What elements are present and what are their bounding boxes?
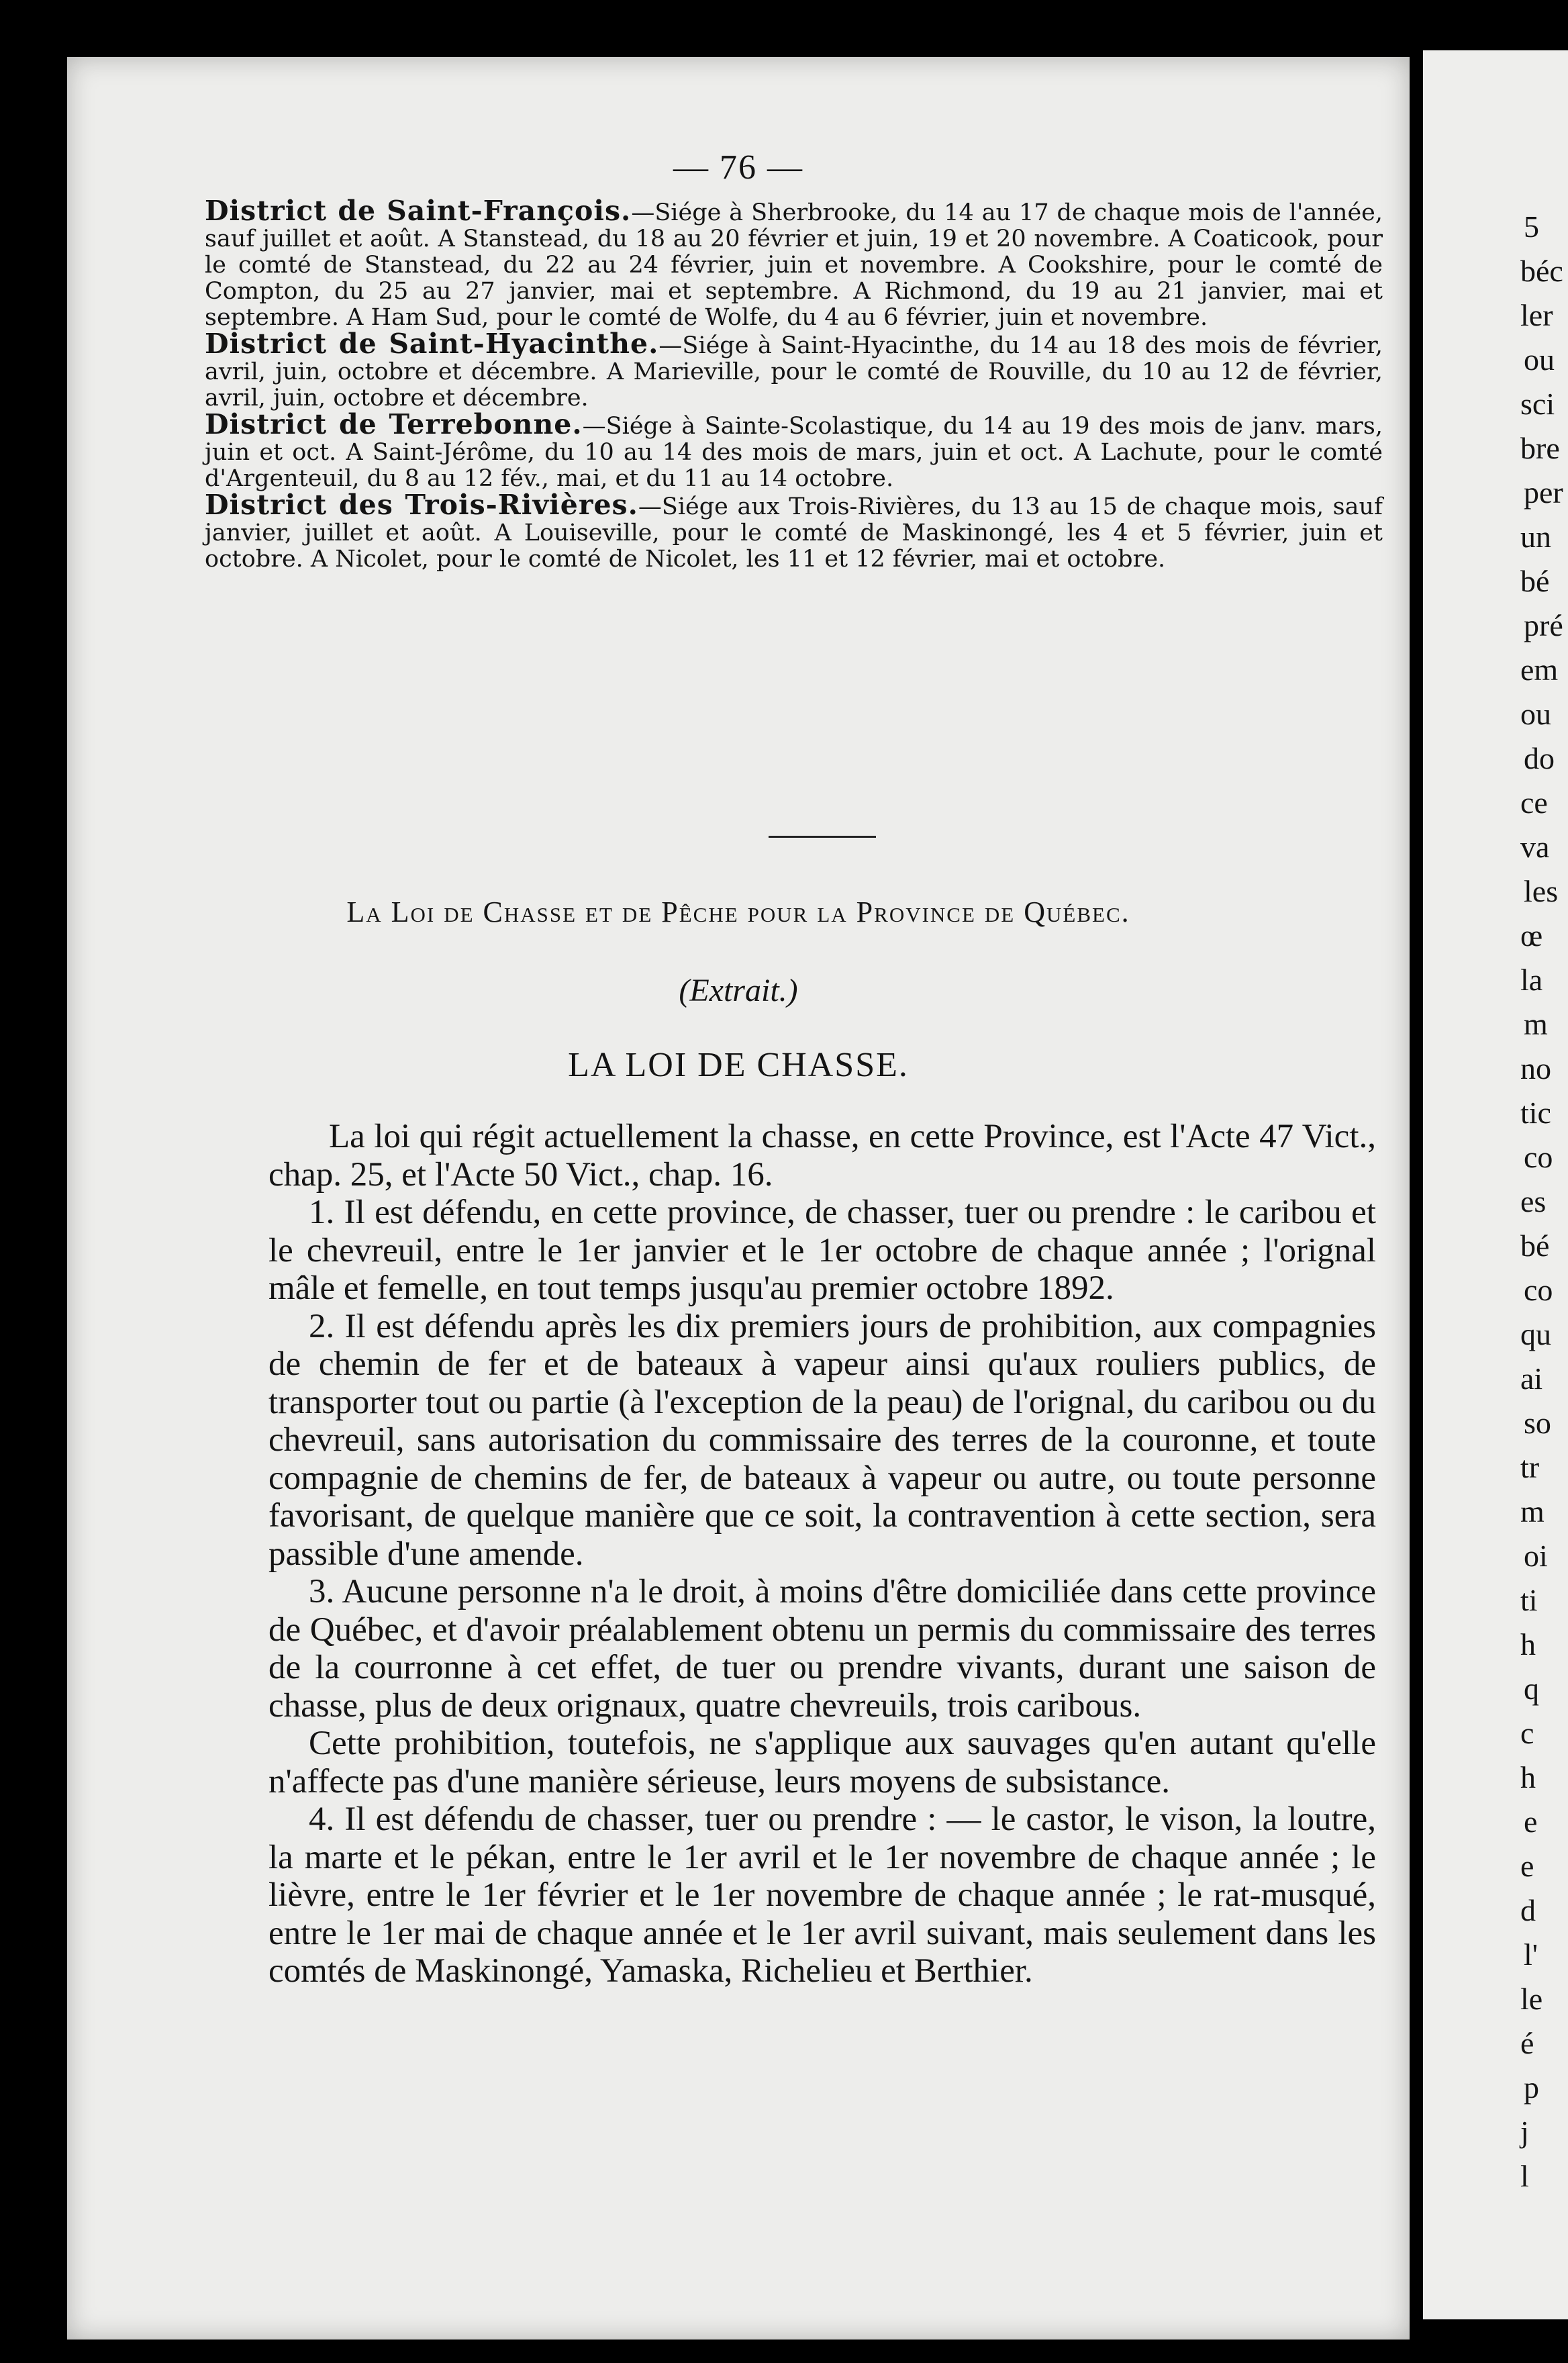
facing-page-fragment: do: [1524, 741, 1555, 775]
facing-page-fragment: bé: [1520, 1228, 1550, 1263]
law-paragraph: 2. Il est défendu après les dix premiers jours de prohibition, aux compagnies de chemin de fer et de bateaux à vapeur ainsi qu'aux rouliers publics, de transporter tout ou partie (à l'exception de la peau) de l'orignal, du caribou ou du chevreuil, sans autorisation du commissaire des terres de la couronne, et toute compagnie de chemins de fer, de bateaux à vapeur ou autre, ou toute personne favorisant, de quelque manière que ce soit, la contravention à cette section, sera passible d'une amende.: [268, 1307, 1376, 1573]
facing-page-fragment: m: [1524, 1007, 1548, 1041]
facing-page-edge: [1423, 50, 1568, 2319]
district-name: District de Saint-Hyacinthe.: [205, 328, 659, 360]
facing-page-fragment: d: [1520, 1893, 1536, 1927]
facing-page-fragment: la: [1520, 963, 1543, 997]
district-text: —Siége aux Trois-Rivières, du 13 au 15 de chaque mois, sauf janvier, juillet et août. A Louiseville, pour le comté de Maskinongé, les 4 et 5 février, juin et octobre. A Nicolet, pour le comté de Nicolet, les 11 et 12 février, mai et octobre.: [205, 493, 1383, 573]
facing-page-fragment: m: [1520, 1494, 1545, 1529]
facing-page-fragment: l': [1524, 1937, 1538, 1972]
page-number: — 76 —: [673, 148, 803, 187]
facing-page-fragment: em: [1520, 653, 1559, 687]
court-districts-list: [205, 195, 1383, 573]
law-paragraph: 4. Il est défendu de chasser, tuer ou prendre : — le castor, le vison, la loutre, la marte et le pékan, entre le 1er avril et le 1er novembre de chaque année ; le lièvre, entre le 1er février et le 1er novembre de chaque année ; le rat-musqué, entre le 1er mai de chaque année et le 1er avril suivant, mais seulement dans les comtés de Maskinongé, Yamaska, Richelieu et Berthier.: [268, 1800, 1376, 1990]
facing-page-fragment: no: [1520, 1051, 1551, 1086]
district-name: District des Trois-Rivières.: [205, 489, 638, 521]
facing-page-fragment: h: [1520, 1627, 1536, 1661]
facing-page-fragment: bé: [1520, 564, 1550, 598]
facing-page-fragment: e: [1524, 1804, 1538, 1839]
facing-page-fragment: co: [1524, 1273, 1553, 1307]
section-heading: La Loi de Chasse et de Pêche pour la Province de Québec.: [346, 896, 1130, 928]
facing-page-fragment: bre: [1520, 431, 1560, 465]
facing-page-fragment: ou: [1520, 697, 1551, 731]
law-text: [268, 1118, 1376, 1990]
facing-page-fragment: tic: [1520, 1096, 1551, 1130]
facing-page-fragment: oi: [1524, 1539, 1548, 1573]
district-text: —Siége à Saint-Hyacinthe, du 14 au 18 des mois de février, avril, juin, octobre et décembre. A Marieville, pour le comté de Rouville, du 10 au 12 de février, avril, juin, octobre et décembre.: [205, 332, 1383, 412]
district-text: —Siége à Sainte-Scolastique, du 14 au 19 des mois de janv. mars, juin et oct. A Saint-Jérôme, du 10 au 14 des mois de mars, juin et oct. A Lachute, pour le comté d'Argenteuil, du 8 au 12 fév., mai, et du 11 au 14 octobre.: [205, 413, 1383, 492]
facing-page-fragment: va: [1520, 830, 1550, 864]
district-entry: [205, 408, 1383, 492]
district-entry: [205, 489, 1383, 573]
facing-page-fragment: 5: [1524, 209, 1539, 244]
facing-page-fragment: l: [1520, 2159, 1529, 2193]
book-page: [67, 57, 1410, 2340]
facing-page-fragment: c: [1520, 1716, 1534, 1750]
facing-page-fragment: es: [1520, 1184, 1547, 1218]
facing-page-fragment: ce: [1520, 785, 1548, 820]
facing-page-fragment: un: [1520, 520, 1551, 554]
section-divider: [769, 836, 876, 838]
facing-page-fragment: ai: [1520, 1361, 1543, 1396]
facing-page-fragment: é: [1520, 2026, 1534, 2060]
facing-page-fragment: qu: [1520, 1317, 1551, 1351]
facing-page-fragment: h: [1520, 1760, 1536, 1794]
facing-page-fragment: co: [1524, 1140, 1553, 1174]
facing-page-fragment: ler: [1520, 298, 1553, 332]
law-title: LA LOI DE CHASSE.: [568, 1046, 909, 1084]
district-entry: [205, 328, 1383, 412]
facing-page-fragment: le: [1520, 1982, 1543, 2016]
district-name: District de Terrebonne.: [205, 408, 583, 440]
facing-page-fragment: tr: [1520, 1450, 1540, 1484]
facing-page-fragment: p: [1524, 2070, 1539, 2105]
facing-page-fragment: e: [1520, 1849, 1534, 1883]
facing-page-fragment: ti: [1520, 1583, 1538, 1617]
facing-page-fragment: q: [1524, 1672, 1539, 1706]
facing-page-fragment: œ: [1520, 918, 1543, 953]
facing-page-fragment: pré: [1524, 608, 1563, 642]
facing-page-fragment: j: [1520, 2115, 1529, 2149]
law-paragraph: 1. Il est défendu, en cette province, de chasser, tuer ou prendre : le caribou et le chevreuil, entre le 1er janvier et le 1er octobre de chaque année ; l'orignal mâle et femelle, en tout temps jusqu'au premier octobre 1892.: [268, 1194, 1376, 1307]
facing-page-fragment: so: [1524, 1406, 1551, 1440]
law-paragraph: La loi qui régit actuellement la chasse, en cette Province, est l'Acte 47 Vict., chap. 25, et l'Acte 50 Vict., chap. 16.: [268, 1118, 1376, 1194]
law-paragraph: 3. Aucune personne n'a le droit, à moins d'être domiciliée dans cette province de Québec, et d'avoir préalablement obtenu un permis du commissaire des terres de la courronne à cet effet, de tuer ou prendre vivants, durant une saison de chasse, plus de deux orignaux, quatre chevreuils, trois caribous.: [268, 1573, 1376, 1725]
district-entry: [205, 195, 1383, 331]
facing-page-fragment: les: [1524, 874, 1559, 908]
facing-page-fragment: per: [1524, 475, 1563, 510]
law-paragraph: Cette prohibition, toutefois, ne s'applique aux sauvages qu'en autant qu'elle n'affecte pas d'une manière sérieuse, leurs moyens de subsistance.: [268, 1725, 1376, 1800]
facing-page-fragment: ou: [1524, 342, 1555, 377]
district-name: District de Saint-François.: [205, 195, 632, 227]
facing-page-fragment: béc: [1520, 254, 1563, 288]
facing-page-fragment: sci: [1520, 387, 1555, 421]
extract-label: (Extrait.): [679, 973, 798, 1008]
district-text: —Siége à Sherbrooke, du 14 au 17 de chaque mois de l'année, sauf juillet et août. A Stanstead, du 18 au 20 février et juin, 19 et 20 novembre. A Coaticook, pour le comté de Stanstead, du 22 au 24 février, juin et novembre. A Cookshire, pour le comté de Compton, du 25 au 27 janvier, mai et septembre. A Richmond, du 19 au 21 janvier, mai et septembre. A Ham Sud, pour le comté de Wolfe, du 4 au 6 février, juin et novembre.: [205, 199, 1383, 331]
